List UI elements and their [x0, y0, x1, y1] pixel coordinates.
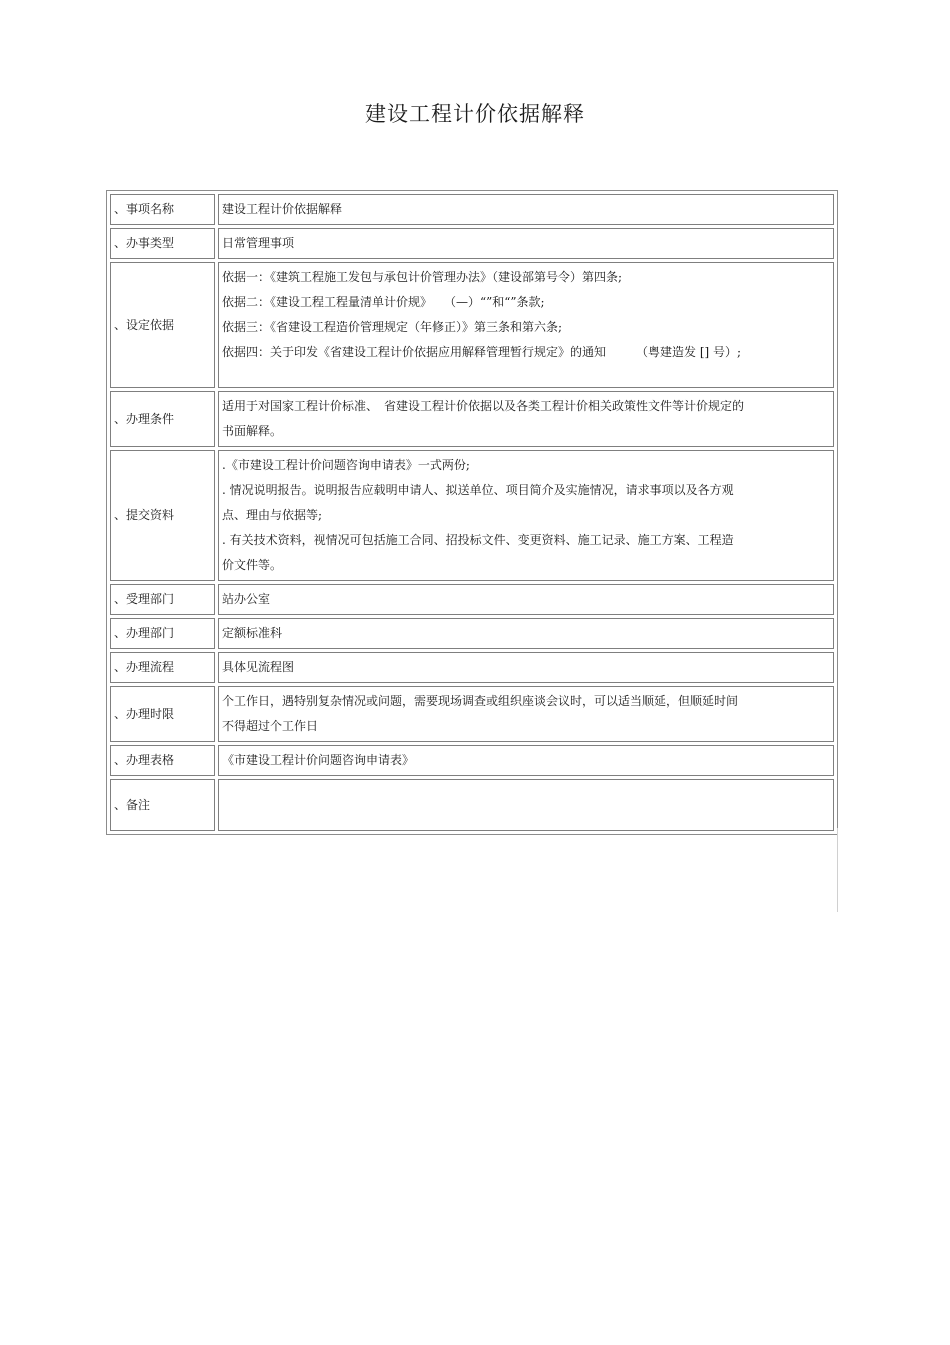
- row-value-process: [218, 652, 834, 683]
- table-row: [110, 618, 834, 649]
- table-row: [110, 584, 834, 615]
- value-line: 依据三：《省建设工程造价管理规定（年修正）》第三条和第六条;: [222, 320, 563, 334]
- table-row: [110, 686, 834, 742]
- value-line: 定额标准科: [222, 626, 283, 640]
- value-line: 依据四：关于印发《省建设工程计价依据应用解释管理暂行规定》的通知 （粤建造发 [] 号）;: [222, 345, 742, 359]
- row-value-conditions: [218, 391, 834, 447]
- row-label-process: 、办理流程: [110, 652, 215, 683]
- value-line: 建设工程计价依据解释: [222, 202, 343, 216]
- value-line: 不得超过个工作日: [222, 719, 319, 733]
- table-row: [110, 652, 834, 683]
- page-title: 建设工程计价依据解释: [365, 102, 585, 126]
- divider-line: [837, 828, 838, 912]
- value-line: . 有关技术资料，视情况可包括施工合同、招投标文件、变更资料、施工记录、施工方案、工程造: [222, 533, 734, 547]
- table-row: [110, 745, 834, 776]
- row-label-item-name: 、事项名称: [110, 194, 215, 225]
- value-line: 具体见流程图: [222, 660, 295, 674]
- value-line: 日常管理事项: [222, 236, 295, 250]
- row-label-forms: 、办理表格: [110, 745, 215, 776]
- value-line: . 情况说明报告。说明报告应载明申请人、拟送单位、项目简介及实施情况，请求事项以及各方观: [222, 483, 734, 497]
- row-label-basis: 、设定依据: [110, 262, 215, 388]
- row-label-conditions: 、办理条件: [110, 391, 215, 447]
- value-line: 书面解释。: [222, 424, 283, 438]
- table-row: [110, 450, 834, 581]
- table-row: [110, 391, 834, 447]
- value-line: .《市建设工程计价问题咨询申请表》一式两份;: [222, 458, 470, 472]
- value-line: 依据二：《建设工程工程量清单计价规》 （—）“”和“”条款;: [222, 295, 545, 309]
- row-value-basis: [218, 262, 834, 388]
- table-row: [110, 262, 834, 388]
- row-value-handling-dept: [218, 618, 834, 649]
- row-value-item-name: [218, 194, 834, 225]
- row-value-remarks: [218, 779, 834, 831]
- row-label-type: 、办事类型: [110, 228, 215, 259]
- value-line: 价文件等。: [222, 558, 283, 572]
- table-row: [110, 228, 834, 259]
- value-line: 站办公室: [222, 592, 271, 606]
- info-table: [106, 190, 838, 835]
- value-line: 《市建设工程计价问题咨询申请表》: [222, 753, 415, 767]
- row-value-type: [218, 228, 834, 259]
- table-row: [110, 779, 834, 831]
- value-line: 适用于对国家工程计价标准、 省建设工程计价依据以及各类工程计价相关政策性文件等计价规定的: [222, 399, 745, 413]
- row-value-forms: [218, 745, 834, 776]
- row-label-accepting-dept: 、受理部门: [110, 584, 215, 615]
- row-label-materials: 、提交资料: [110, 450, 215, 581]
- row-label-remarks: 、备注: [110, 779, 215, 831]
- value-line: 依据一：《建筑工程施工发包与承包计价管理办法》（建设部第号令）第四条;: [222, 270, 623, 284]
- row-label-handling-dept: 、办理部门: [110, 618, 215, 649]
- value-line: 点、理由与依据等;: [222, 508, 323, 522]
- table-row: [110, 194, 834, 225]
- value-line: 个工作日，遇特别复杂情况或问题，需要现场调查或组织座谈会议时，可以适当顺延，但顺延时间: [222, 694, 739, 708]
- row-value-materials: [218, 450, 834, 581]
- row-value-accepting-dept: [218, 584, 834, 615]
- row-label-time-limit: 、办理时限: [110, 686, 215, 742]
- row-value-time-limit: [218, 686, 834, 742]
